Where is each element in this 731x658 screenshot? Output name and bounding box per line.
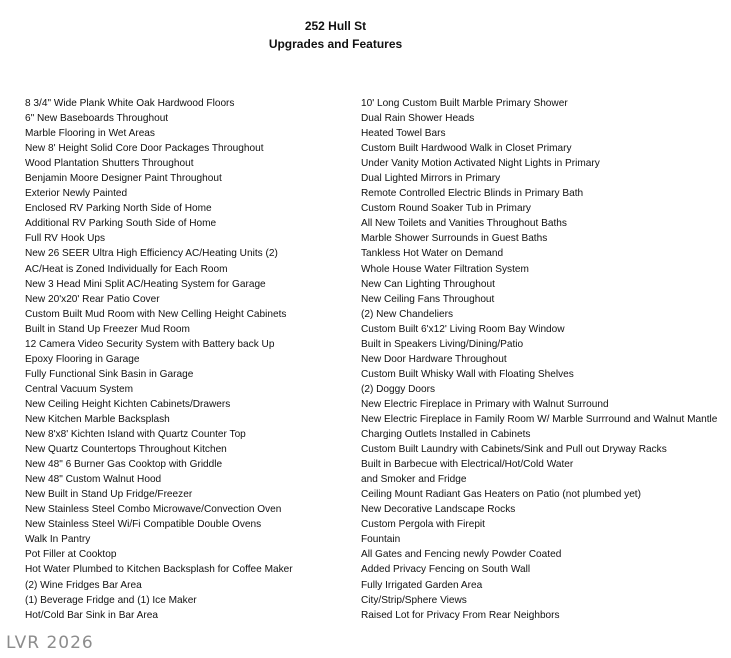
feature-item: and Smoker and Fridge [361,474,467,486]
feature-item: Custom Built Mud Room with New Celling Height Cabinets [25,308,287,320]
feature-item: 6" New Baseboards Throughout [25,113,169,125]
feature-item: Marble Flooring in Wet Areas [25,128,155,140]
feature-item: Raised Lot for Privacy From Rear Neighbors [361,609,560,621]
feature-item: 10' Long Custom Built Marble Primary Shower [361,98,568,109]
feature-item: New 48" Custom Walnut Hood [25,474,162,486]
feature-item: New Electric Fireplace in Primary with Walnut Surround [361,398,609,410]
feature-item: Central Vacuum System [25,383,134,395]
feature-item: Fully Functional Sink Basin in Garage [25,368,194,380]
feature-item: Built in Speakers Living/Dining/Patio [361,338,524,350]
feature-item: New 48" 6 Burner Gas Cooktop with Griddle [25,459,223,471]
feature-item: Marble Shower Surrounds in Guest Baths [361,233,548,245]
feature-item: New Ceiling Fans Throughout [361,293,495,305]
feature-item: Added Privacy Fencing on South Wall [361,564,531,576]
feature-item: Built in Stand Up Freezer Mud Room [25,323,190,335]
feature-item: New Stainless Steel Wi/Fi Compatible Double Ovens [25,519,262,531]
feature-item: Built in Barbecue with Electrical/Hot/Cold Water [361,459,574,471]
feature-item: New Decorative Landscape Rocks [361,504,516,516]
feature-item: Custom Built 6'x12' Living Room Bay Window [361,323,565,335]
feature-item: New Ceiling Height Kichten Cabinets/Drawers [25,398,231,410]
feature-item: Heated Towel Bars [361,128,446,140]
feature-item: New Stainless Steel Combo Microwave/Convection Oven [25,504,282,516]
feature-item: New 8' Height Solid Core Door Packages Throughout [25,143,264,155]
feature-item: Fountain [361,534,401,546]
feature-item: New Kitchen Marble Backsplash [25,413,170,425]
feature-item: Under Vanity Motion Activated Night Lights in Primary [361,158,600,170]
feature-item: Wood Plantation Shutters Throughout [25,158,194,170]
feature-item: New Quartz Countertops Throughout Kitchen [25,444,227,456]
document-title: 252 Hull St [304,19,367,33]
feature-item: Full RV Hook Ups [25,233,106,245]
feature-item: Additional RV Parking South Side of Home [25,218,217,230]
feature-item: New Door Hardware Throughout [361,353,507,365]
feature-item: New 3 Head Mini Split AC/Heating System for Garage [25,278,266,290]
feature-item: Hot/Cold Bar Sink in Bar Area [25,609,158,621]
feature-item: New 26 SEER Ultra High Efficiency AC/Heating Units (2) [25,248,278,260]
feature-item: Custom Pergola with Firepit [361,519,485,531]
feature-item: Tankless Hot Water on Demand [361,248,504,260]
feature-item: All Gates and Fencing newly Powder Coated [361,549,562,561]
feature-item: Custom Round Soaker Tub in Primary [361,203,531,215]
features-list-left [25,96,355,623]
feature-item: 12 Camera Video Security System with Battery back Up [25,338,275,350]
feature-item: Exterior Newly Painted [25,188,128,200]
feature-item: (1) Beverage Fridge and (1) Ice Maker [25,594,197,606]
feature-item: (2) Doggy Doors [361,383,436,395]
feature-item: City/Strip/Sphere Views [361,594,467,606]
feature-item: Benjamin Moore Designer Paint Throughout [25,173,222,185]
feature-item: Enclosed RV Parking North Side of Home [25,203,212,215]
feature-item: Dual Lighted Mirrors in Primary [361,173,501,185]
feature-item: New 20'x20' Rear Patio Cover [25,293,160,305]
feature-item: Pot Filler at Cooktop [25,549,117,561]
feature-item: New Built in Stand Up Fridge/Freezer [25,489,193,501]
feature-item: Walk In Pantry [25,534,91,546]
feature-item: Charging Outlets Installed in Cabinets [361,429,531,441]
feature-item: New 8'x8' Kichten Island with Quartz Counter Top [25,429,246,441]
feature-item: Custom Built Laundry with Cabinets/Sink and Pull out Dryway Racks [361,444,667,456]
feature-item: New Can Lighting Throughout [361,278,495,290]
feature-item: (2) Wine Fridges Bar Area [25,579,142,591]
feature-item: All New Toilets and Vanities Throughout Baths [361,218,567,230]
feature-item: Epoxy Flooring in Garage [25,353,140,365]
watermark: LVR 2026 [6,633,94,653]
feature-item: Fully Irrigated Garden Area [361,579,483,591]
feature-item: Ceiling Mount Radiant Gas Heaters on Patio (not plumbed yet) [361,489,641,501]
feature-item: Remote Controlled Electric Blinds in Primary Bath [361,188,584,200]
feature-item: AC/Heat is Zoned Individually for Each Room [25,263,228,275]
feature-item: Custom Built Hardwood Walk in Closet Primary [361,143,572,155]
feature-item: (2) New Chandeliers [361,308,454,320]
document-subtitle: Upgrades and Features [268,37,403,51]
feature-item: New Electric Fireplace in Family Room W/ Marble Surrround and Walnut Mantle [361,413,718,425]
feature-item: Whole House Water Filtration System [361,263,529,275]
feature-item: Hot Water Plumbed to Kitchen Backsplash for Coffee Maker [25,564,293,576]
feature-item: Dual Rain Shower Heads [361,113,475,125]
features-list-right [361,96,729,623]
feature-item: Custom Built Whisky Wall with Floating Shelves [361,368,574,380]
feature-item: 8 3/4" Wide Plank White Oak Hardwood Floors [25,98,235,109]
